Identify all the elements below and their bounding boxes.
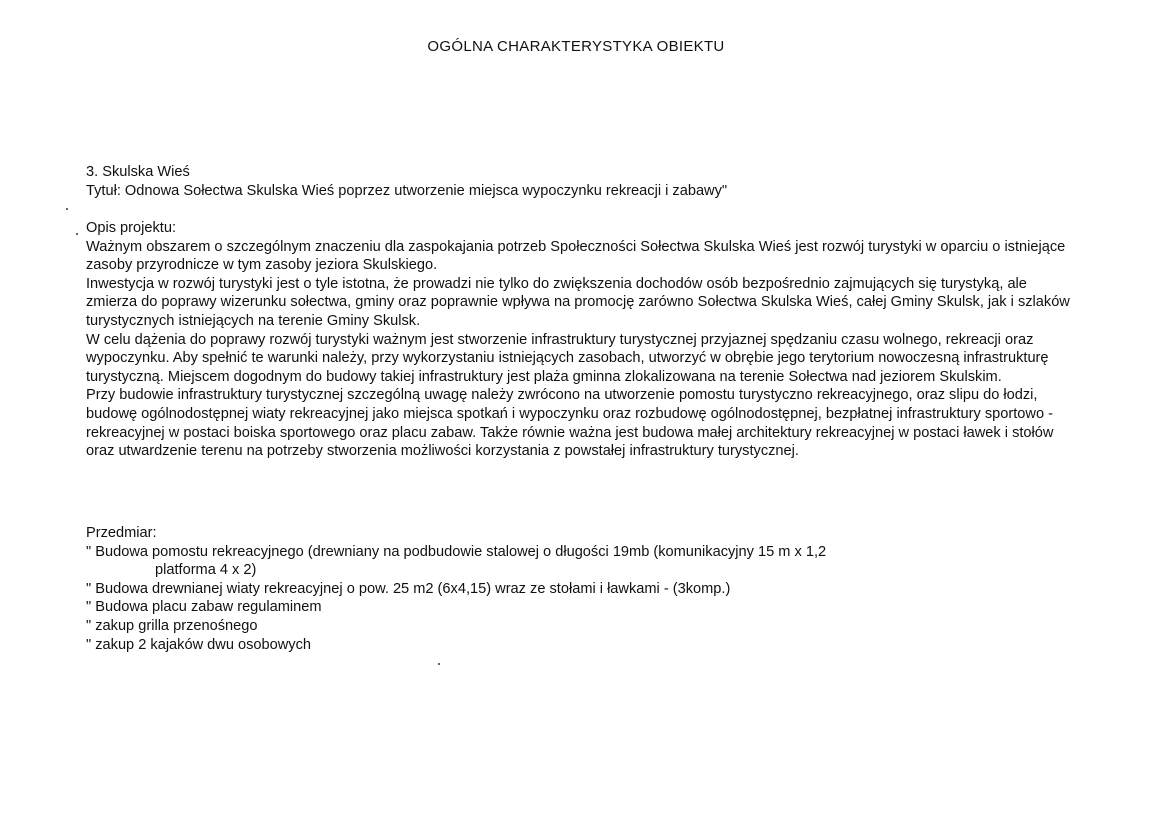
przedmiar-section (86, 524, 1071, 654)
przedmiar-item: " Budowa placu zabaw regulaminem (86, 599, 322, 616)
scan-speck (66, 208, 68, 210)
description-paragraph: Ważnym obszarem o szczególnym znaczeniu dla zaspokajania potrzeb Społeczności Sołectwa Skulska Wieś jest rozwój turystyki w oparciu o istniejące zasoby przyrodnicze w tym zasoby jeziora Skulskiego. (86, 238, 1066, 274)
przedmiar-heading: Przedmiar: (86, 525, 157, 541)
przedmiar-item: " Budowa pomostu rekreacyjnego (drewniany na podbudowie stalowej o długości 19mb (komunikacyjny 15 m x 1,2 (86, 543, 827, 560)
przedmiar-item-continuation: platforma 4 x 2) (155, 562, 257, 579)
project-description (86, 219, 1071, 461)
description-paragraph: Przy budowie infrastruktury turystycznej szczególną uwagę należy zwrócono na utworzenie pomostu turystyczno rekreacyjnego, oraz slipu do łodzi, budowę ogólnodostępnej wiaty rekreacyjnej jako miejsca spotkań i wypoczynku oraz rozbudowę ogólnodostępnej, bezpłatnej infrastruktury sportowo - rekreacyjnej w postaci boiska sportowego oraz placu zabaw. Także równie ważna jest budowa małej architektury rekreacyjnej w postaci ławek i stołów oraz utwardzenie terenu na potrzeby stworzenia możliwości korzystania z powstałej infrastruktury turystycznej. (86, 387, 1054, 460)
description-paragraph: Inwestycja w rozwój turystyki jest o tyle istotna, że prowadzi nie tylko do zwiększenia dochodów osób bezpośrednio zajmujących się turystyką, ale zmierza do poprawy wizerunku sołectwa, gminy oraz poprawnie wpływa na promocję zarówno Sołectwa Skulska Wieś, całej Gminy Skulsk, jak i szlaków turystycznych istniejących na terenie Gminy Skulsk. (86, 275, 1070, 329)
przedmiar-item: " zakup 2 kajaków dwu osobowych (86, 636, 312, 653)
przedmiar-item: " Budowa drewnianej wiaty rekreacyjnej o pow. 25 m2 (6x4,15) wraz ze stołami i ławkami - (3komp.) (86, 580, 731, 597)
description-heading: Opis projektu: (86, 220, 177, 236)
document-title: OGÓLNA CHARAKTERYSTYKA OBIEKTU (427, 38, 725, 55)
project-header (86, 163, 1071, 200)
scan-speck (76, 233, 78, 235)
description-paragraph: W celu dążenia do poprawy rozwój turystyki ważnym jest stworzenie infrastruktury turystycznej przyjaznej spędzaniu czasu wolnego, rekreacji oraz wypoczynku. Aby spełnić te warunki należy, przy wykorzystaniu istniejących zasobach, utworzyć w obrębie jego terytorium nowoczesną infrastrukturę turystyczną. Miejscem dogodnym do budowy takiej infrastruktury jest plaża gminna zlokalizowana na terenie Sołectwa nad jeziorem Skulskim. (86, 331, 1049, 385)
project-title: Tytuł: Odnowa Sołectwa Skulska Wieś poprzez utworzenie miejsca wypoczynku rekreacji i zabawy" (86, 182, 728, 199)
project-number-name: 3. Skulska Wieś (86, 164, 190, 180)
przedmiar-item: " zakup grilla przenośnego (86, 617, 258, 634)
scan-speck (438, 663, 440, 665)
